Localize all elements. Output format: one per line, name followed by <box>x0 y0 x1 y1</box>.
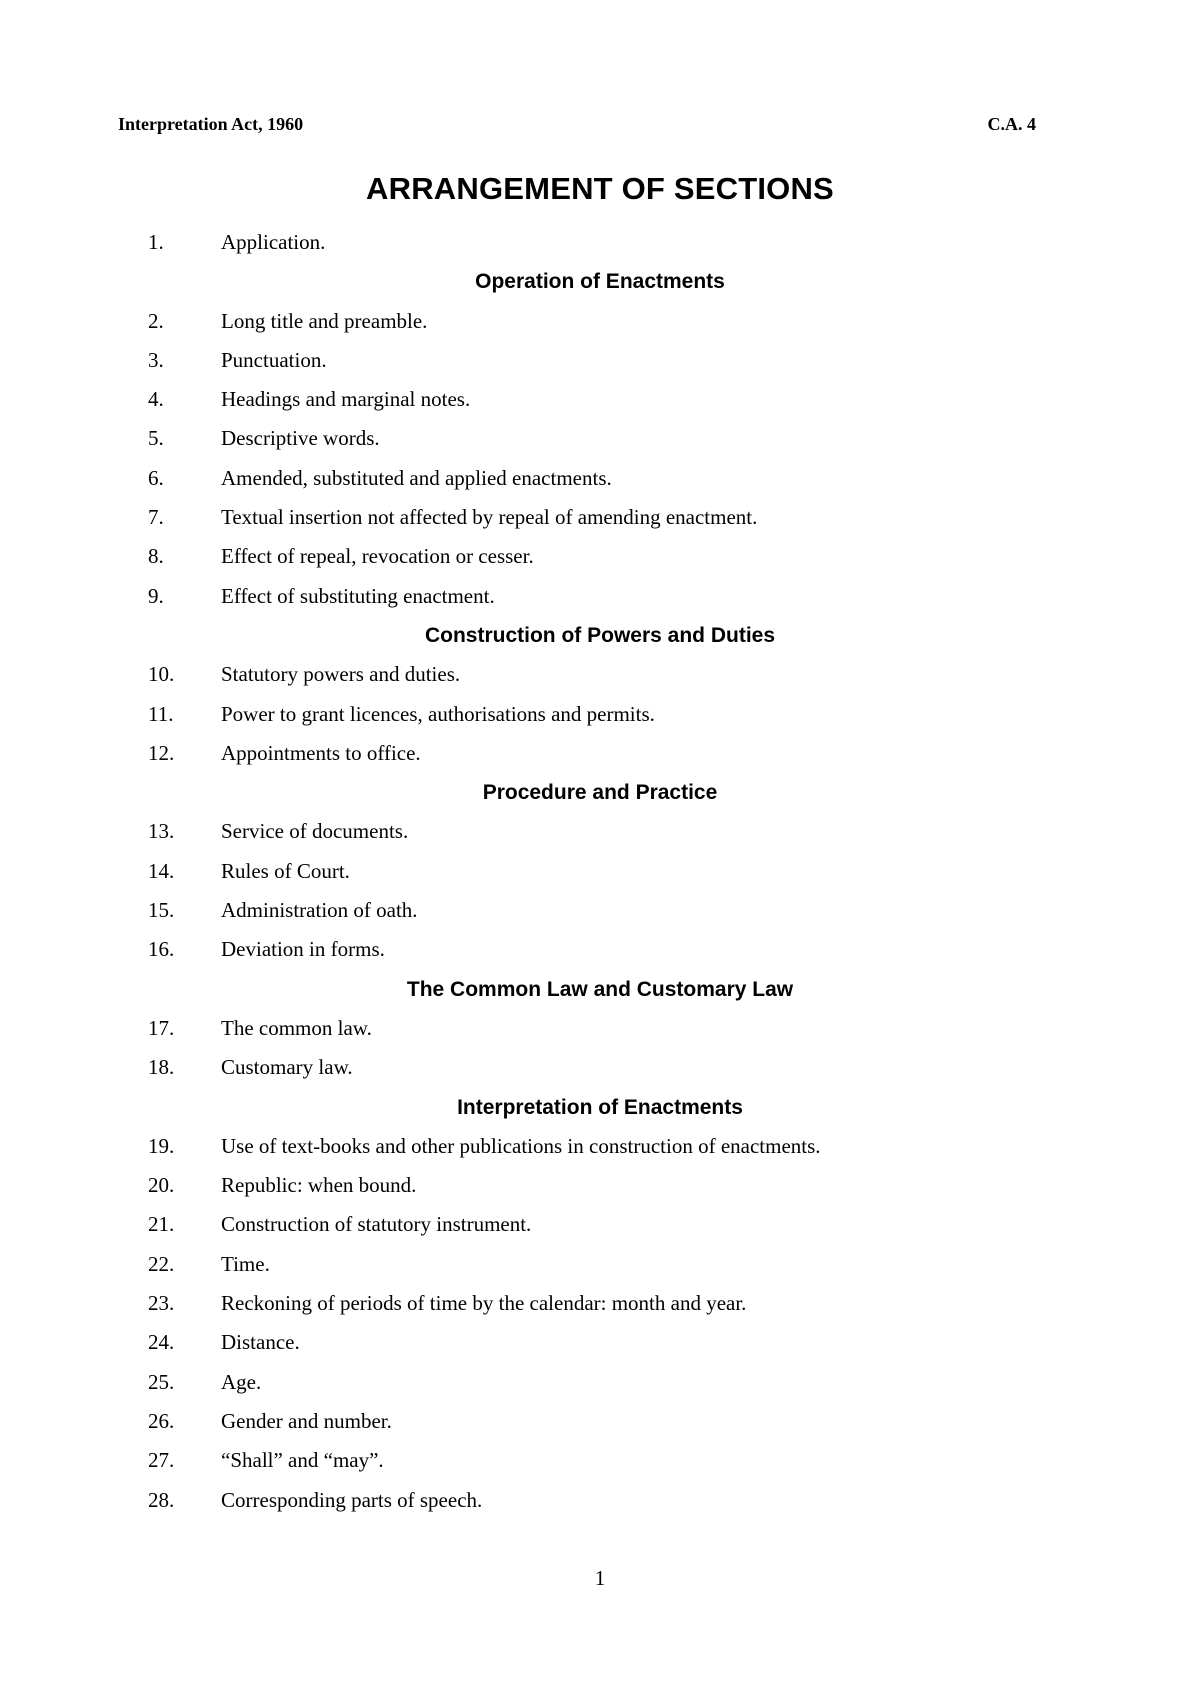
section-entry <box>0 853 1200 892</box>
section-group-heading <box>0 617 1200 656</box>
section-number: 21. <box>148 1212 175 1237</box>
section-entry <box>0 1128 1200 1167</box>
group-heading-text: Construction of Powers and Duties <box>424 623 776 647</box>
section-entry <box>0 303 1200 342</box>
page-title: ARRANGEMENT OF SECTIONS <box>366 171 834 206</box>
section-number: 18. <box>148 1055 175 1080</box>
section-title: Customary law. <box>221 1055 353 1080</box>
section-title: Corresponding parts of speech. <box>221 1487 483 1512</box>
section-number: 23. <box>148 1291 175 1316</box>
section-entry <box>0 735 1200 774</box>
section-title: Statutory powers and duties. <box>221 662 461 687</box>
section-number: 20. <box>148 1173 175 1198</box>
section-entry <box>0 1285 1200 1324</box>
section-entry <box>0 892 1200 931</box>
section-entry <box>0 420 1200 459</box>
section-title: Time. <box>221 1251 270 1276</box>
section-title: The common law. <box>221 1015 372 1040</box>
section-title: Construction of statutory instrument. <box>221 1212 532 1237</box>
section-number: 10. <box>148 662 175 687</box>
section-number: 27. <box>148 1448 175 1473</box>
section-number: 13. <box>148 819 175 844</box>
running-header <box>118 114 1036 140</box>
section-entry <box>0 1324 1200 1363</box>
section-entry <box>0 656 1200 695</box>
section-entry <box>0 1442 1200 1481</box>
section-title: Use of text-books and other publications in construction of enactments. <box>221 1133 821 1158</box>
section-entry <box>0 381 1200 420</box>
section-entry <box>0 813 1200 852</box>
section-number: 22. <box>148 1251 175 1276</box>
section-title: “Shall” and “may”. <box>221 1448 384 1473</box>
section-title: Application. <box>221 230 326 254</box>
section-number: 24. <box>148 1330 175 1355</box>
section-group-heading <box>0 1089 1200 1128</box>
group-heading-text: Operation of Enactments <box>475 270 725 294</box>
section-title: Rules of Court. <box>221 858 350 883</box>
section-title: Service of documents. <box>221 819 409 844</box>
section-entry <box>0 578 1200 617</box>
section-entry <box>0 460 1200 499</box>
chapter-reference: C.A. 4 <box>987 114 1036 134</box>
section-title: Reckoning of periods of time by the calendar: month and year. <box>221 1291 747 1316</box>
group-heading-text: Procedure and Practice <box>482 781 718 805</box>
section-number: 17. <box>148 1015 175 1040</box>
section-title: Punctuation. <box>221 347 327 372</box>
section-title: Descriptive words. <box>221 426 380 451</box>
section-entry <box>0 1246 1200 1285</box>
section-entry <box>0 499 1200 538</box>
section-number: 8. <box>148 544 164 569</box>
section-entry <box>0 696 1200 735</box>
section-entry <box>0 538 1200 577</box>
section-entry <box>0 342 1200 381</box>
section-entry <box>0 1403 1200 1442</box>
section-number: 12. <box>148 740 175 765</box>
section-group-heading <box>0 263 1200 302</box>
section-number: 11. <box>148 701 174 726</box>
section-entry <box>0 931 1200 970</box>
section-number: 3. <box>148 347 164 372</box>
section-number: 15. <box>148 898 175 923</box>
section-title: Amended, substituted and applied enactments. <box>221 465 612 490</box>
group-heading-text: Interpretation of Enactments <box>457 1095 743 1119</box>
section-title: Gender and number. <box>221 1408 392 1433</box>
section-title: Long title and preamble. <box>221 308 428 333</box>
section-number: 26. <box>148 1408 175 1433</box>
section-number: 1. <box>148 230 164 254</box>
section-entry <box>0 224 1200 263</box>
section-entry <box>0 1206 1200 1245</box>
section-title: Power to grant licences, authorisations and permits. <box>221 701 655 726</box>
section-number: 7. <box>148 505 164 530</box>
section-title: Appointments to office. <box>221 740 421 765</box>
page-number: 1 <box>594 1566 606 1590</box>
section-number: 5. <box>148 426 164 451</box>
section-title: Republic: when bound. <box>221 1173 417 1198</box>
section-title: Textual insertion not affected by repeal of amending enactment. <box>221 505 758 530</box>
section-entry <box>0 1167 1200 1206</box>
group-heading-text: The Common Law and Customary Law <box>406 977 794 1001</box>
act-title: Interpretation Act, 1960 <box>118 114 304 134</box>
section-number: 6. <box>148 465 164 490</box>
sections-list <box>0 224 1200 1521</box>
section-entry <box>0 1010 1200 1049</box>
section-entry <box>0 1482 1200 1521</box>
section-group-heading <box>0 971 1200 1010</box>
section-number: 25. <box>148 1369 175 1394</box>
section-number: 4. <box>148 387 164 412</box>
section-number: 28. <box>148 1487 175 1512</box>
section-title: Distance. <box>221 1330 300 1355</box>
section-number: 9. <box>148 583 164 608</box>
section-number: 16. <box>148 937 175 962</box>
section-title: Deviation in forms. <box>221 937 385 962</box>
section-group-heading <box>0 774 1200 813</box>
section-title: Age. <box>221 1369 262 1394</box>
section-title: Effect of repeal, revocation or cesser. <box>221 544 534 569</box>
section-number: 14. <box>148 858 175 883</box>
section-title: Effect of substituting enactment. <box>221 583 495 608</box>
section-title: Headings and marginal notes. <box>221 387 471 412</box>
section-entry <box>0 1049 1200 1088</box>
section-number: 19. <box>148 1133 175 1158</box>
section-number: 2. <box>148 308 164 333</box>
section-title: Administration of oath. <box>221 898 418 923</box>
section-entry <box>0 1364 1200 1403</box>
